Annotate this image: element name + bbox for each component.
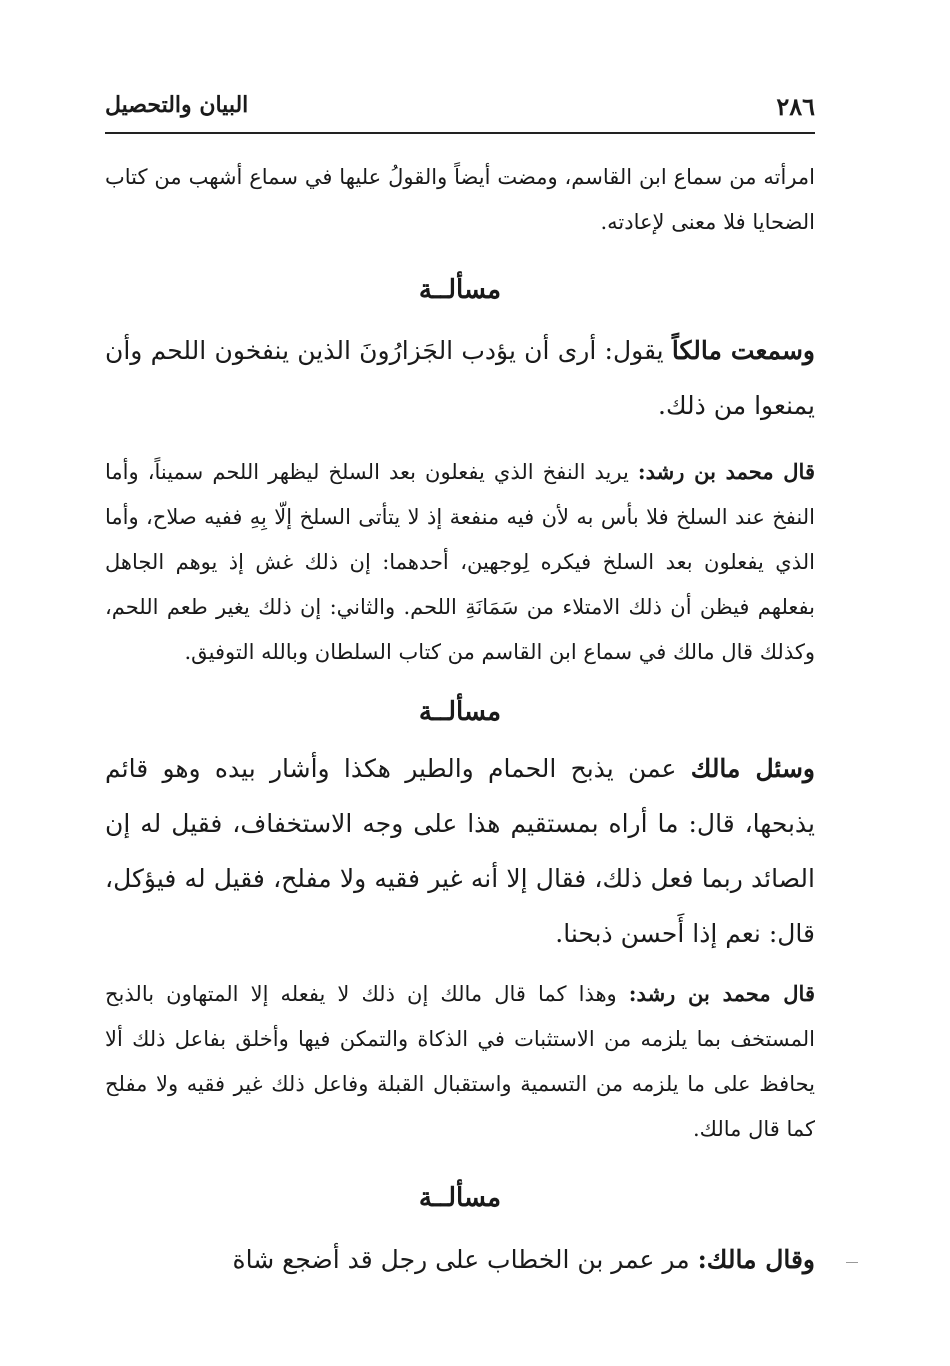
page-number: ٢٨٦: [776, 92, 815, 121]
paragraph-commentary: [105, 449, 815, 675]
paragraph-text: يريد النفخ الذي يفعلون بعد السلخ ليظهر اللحم سميناً، وأما النفخ عند السلخ فلا بأس به لأن فيه منفعة إذ لا يتأتى السلخ إلّا بِهِ ففيه صلاح، وأما الذي يفعلون بعد السلخ فيكره لِوجهين، أحدهما: إن ذلك غش إذ يوهم الجاهل بفعلهم فيظن أن ذلك الامتلاء من سَمَانَةِ اللحم. والثاني: إن ذلك يغير طعم اللحم، وكذلك قال مالك في سماع ابن القاسم من كتاب السلطان وبالله التوفيق.: [105, 460, 815, 664]
paragraph-text: امرأته من سماع ابن القاسم، ومضت أيضاً والقولُ عليها في سماع أشهب من كتاب الضحايا فلا معنى لإعادته.: [105, 165, 815, 234]
section-heading: مسألــة: [418, 1183, 502, 1213]
paragraph-narration: [105, 741, 815, 961]
paragraph-continuation: [105, 155, 815, 245]
paragraph-text: يقول: أرى أن يؤدب الجَزارُونَ الذين ينفخون اللحم وأن يمنعوا من ذلك.: [105, 336, 815, 420]
section-heading: مسألــة: [418, 697, 502, 727]
paragraph-lead: قال محمد بن رشد:: [628, 981, 815, 1006]
page-header: [105, 88, 815, 134]
paragraph-text: عمن يذبح الحمام والطير هكذا وأشار بيده وهو قائم يذبحها، قال: ما أراه بمستقيم هذا على وجه الاستخفاف، فقيل له إن الصائد ربما فعل ذلك، فقال إلا أنه غير فقيه ولا مفلح، فقيل له فيؤكل، قال: نعم إذا أَحسن ذبحنا.: [105, 754, 815, 948]
paragraph-narration: [105, 323, 815, 433]
paragraph-lead: وقال مالك:: [697, 1245, 815, 1274]
paragraph-text: وهذا كما قال مالك إن ذلك لا يفعله إلا المتهاون بالذبح المستخف بما يلزمه من الاستثبات في الذكاة والتمكن فيها وأخلق بفاعل ذلك ألا يحافظ على ما يلزمه من التسمية واستقبال القبلة وفاعل ذلك غير فقيه ولا مفلح كما قال مالك.: [105, 982, 815, 1141]
paragraph-commentary: [105, 971, 815, 1152]
margin-mark: [846, 1262, 858, 1263]
paragraph-text: مر عمر بن الخطاب على رجل قد أضجع شاة: [232, 1245, 698, 1274]
paragraph-narration: [105, 1232, 815, 1287]
running-title: البيان والتحصيل: [105, 92, 249, 118]
section-heading: مسألــة: [418, 275, 502, 305]
paragraph-lead: وسئل مالك: [690, 754, 815, 783]
paragraph-lead: وسمعت مالكاً: [671, 336, 816, 365]
page-body: [105, 155, 815, 1287]
paragraph-lead: قال محمد بن رشد:: [637, 459, 815, 484]
